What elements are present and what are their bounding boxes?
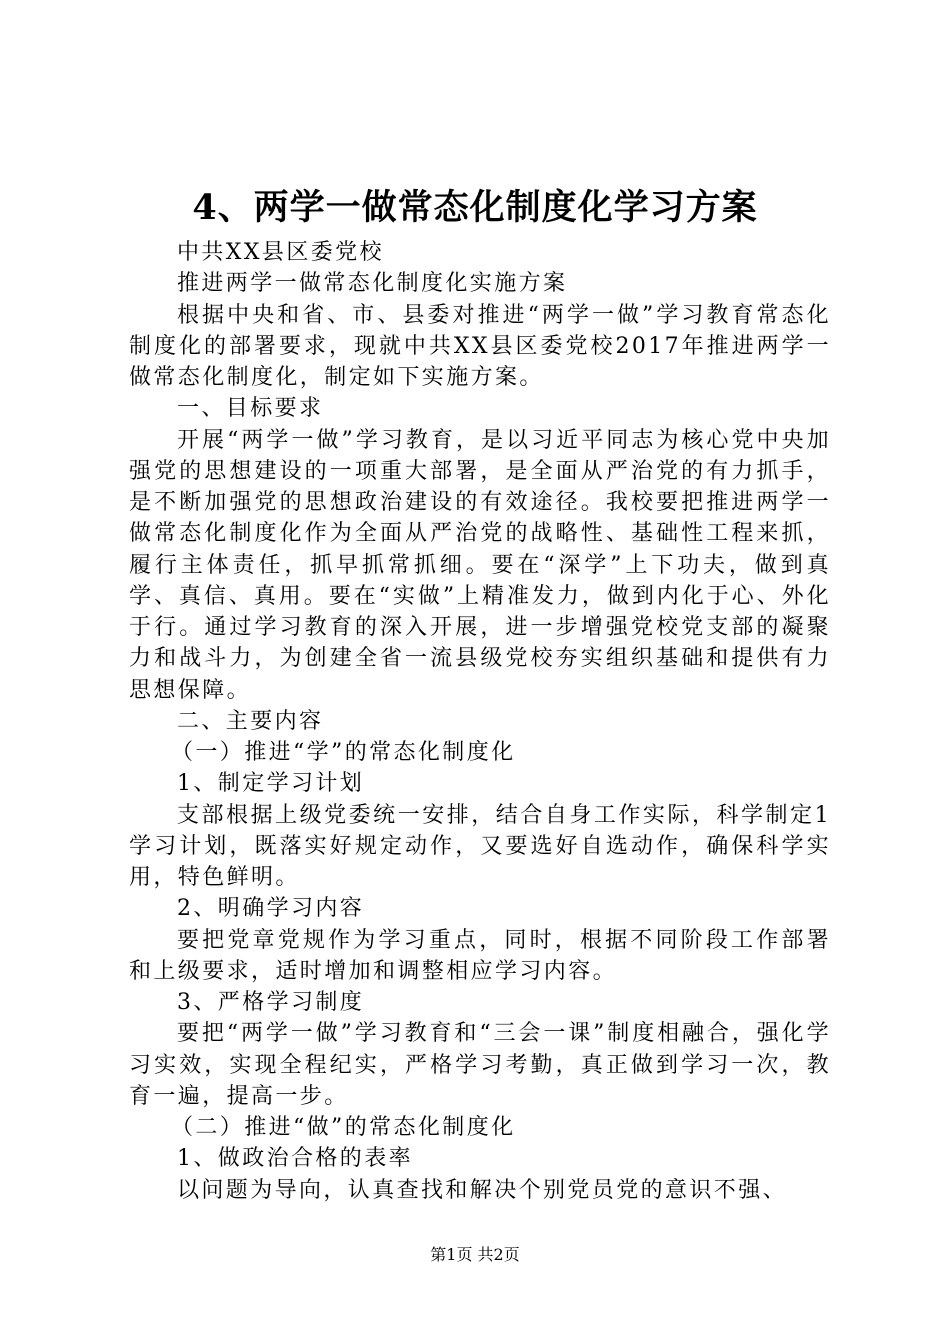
political-paragraph: 以问题为导向，认真查找和解决个别党员党的意识不强、 <box>177 1177 788 1203</box>
subsection-heading-study: （一）推进“学”的常态化制度化 <box>171 740 516 765</box>
item-heading-content: 2、明确学习内容 <box>177 896 365 922</box>
system-paragraph: 要把“两学一做”学习教育和“三会一课”制度相融合，强化学习实效，实现全程纪实，严格学习考勤，真正做到学习一次，教育一遍，提高一步。 <box>129 1021 831 1109</box>
page-footer: 第1页 共2页 <box>430 1245 520 1264</box>
content-paragraph: 要把党章党规作为学习重点，同时，根据不同阶段工作部署和上级要求，适时增加和调整相应学习内容。 <box>129 927 831 984</box>
goals-paragraph: 开展“两学一做”学习教育，是以习近平同志为核心党中央加强党的思想建设的一项重大部署，是全面从严治党的有力抓手，是不断加强党的思想政治建设的有效途径。我校要把推进两学一做常态化制度化作为全面从严治党的战略性、基础性工程来抓，履行主体责任，抓早抓常抓细。要在“深学”上下功夫，做到真学、真信、真用。要在“实做”上精准发力，做到内化于心、外化于行。通过学习教育的深入开展，进一步增强党校党支部的凝聚力和战斗力，为创建全省一流县级党校夯实组织基础和提供有力思想保障。 <box>129 427 831 703</box>
item-heading-political: 1、做政治合格的表率 <box>177 1146 413 1172</box>
document-title: 4、两学一做常态化制度化学习方案 <box>192 187 758 228</box>
document-body <box>129 237 831 1206</box>
subsection-heading-do: （二）推进“做”的常态化制度化 <box>171 1115 516 1140</box>
org-line: 中共XX县区委党校 <box>177 240 384 265</box>
intro-paragraph: 根据中央和省、市、县委对推进“两学一做”学习教育常态化制度化的部署要求，现就中共XX县区委党校2017年推进两学一做常态化制度化，制定如下实施方案。 <box>129 302 831 390</box>
plan-paragraph: 支部根据上级党委统一安排，结合自身工作实际，科学制定1学习计划，既落实好规定动作，又要选好自选动作，确保科学实用，特色鲜明。 <box>129 802 831 890</box>
subtitle-line: 推进两学一做常态化制度化实施方案 <box>177 271 568 297</box>
section-heading-content: 二、主要内容 <box>177 708 324 734</box>
item-heading-system: 3、严格学习制度 <box>177 990 365 1015</box>
item-heading-plan: 1、制定学习计划 <box>177 771 365 797</box>
section-heading-goals: 一、目标要求 <box>177 396 324 422</box>
